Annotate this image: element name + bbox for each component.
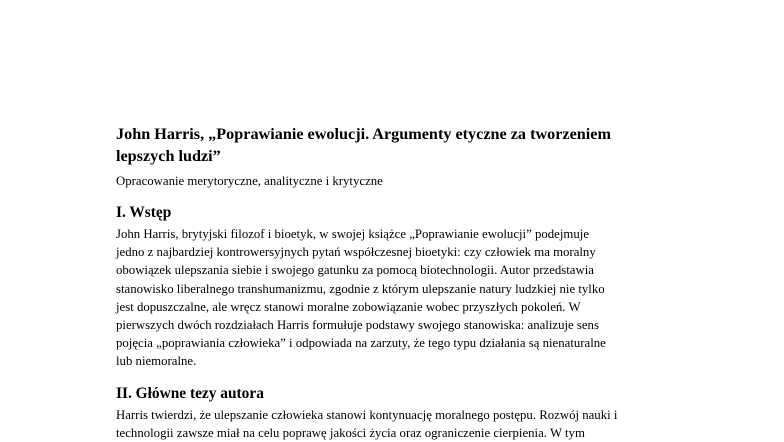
paragraph-line: John Harris, brytyjski filozof i bioetyk, w swojej książce „Poprawianie ewolucji” podejmuje xyxy=(116,227,590,241)
paragraph-line: obowiązek ulepszania siebie i swojego gatunku za pomocą biotechnologii. Autor przedstawia xyxy=(116,263,594,278)
section-main-theses-paragraph xyxy=(116,406,676,442)
paragraph-line: jest dopuszczalne, ale wręcz stanowi moralne zobowiązanie wobec przyszłych pokoleń. W xyxy=(116,299,581,314)
section-heading-intro: I. Wstęp xyxy=(116,204,172,221)
paragraph-line: pierwszych dwóch rozdziałach Harris formułuje podstawy swojego stanowiska: analizuje sens xyxy=(116,318,599,333)
title-line-2: lepszych ludzi” xyxy=(116,147,221,165)
paragraph-line: Harris twierdzi, że ulepszanie człowieka stanowi kontynuację moralnego postępu. Rozwój nauki i xyxy=(116,407,618,422)
paragraph-line: technologii zawsze miał na celu poprawę jakości życia oraz ograniczenie cierpienia. W tym xyxy=(116,425,585,440)
paragraph-line: jedno z najbardziej kontrowersyjnych pytań współczesnej bioetyki: czy człowiek ma moralny xyxy=(116,245,596,260)
section-heading-main-theses: II. Główne tezy autora xyxy=(116,384,264,402)
paragraph-line: stanowisko liberalnego transhumanizmu, zgodnie z którym ulepszanie natury ludzkiej nie tylko xyxy=(116,281,605,296)
paragraph-line: pojęcia „poprawiania człowieka” i odpowiada na zarzuty, że tego typu działania są nienaturalne xyxy=(116,336,606,351)
document-title xyxy=(116,123,676,167)
paragraph-line: lub niemoralne. xyxy=(116,354,197,369)
title-line-1: John Harris, „Poprawianie ewolucji. Argumenty etyczne za tworzeniem xyxy=(116,125,611,143)
document-page xyxy=(116,123,676,442)
section-intro-paragraph xyxy=(116,225,676,371)
document-subtitle: Opracowanie merytoryczne, analityczne i krytyczne xyxy=(116,174,383,188)
